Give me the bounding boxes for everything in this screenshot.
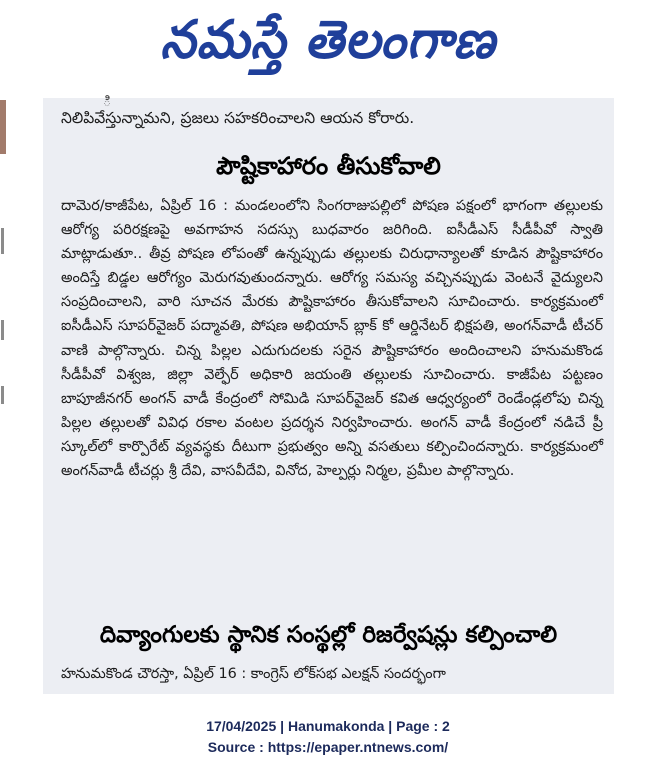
article-body: దామెర/కాజీపేట, ఏప్రిల్ 16 : మండలంలోని సింగరాజుపల్లిలో పోషణ పక్షంలో భాగంగా తల్లులకు ఆరోగ్య పరిరక్షణపై అవగాహన సదస్సు బుధవారం జరిగింది. ఐసీడీఎస్ సీడీపీవో స్వాతి మాట్లాడుతూ.. తీవ్ర పోషణ లోపంతో ఉన్నప్పుడు తల్లులకు చిరుధాన్యాలతో కూడిన పౌష్టికాహారం అందిస్తే బిడ్డల ఆరోగ్యం మెరుగవుతుందన్నారు. ఆరోగ్య సమస్య వచ్చినప్పుడు వెంటనే వైద్యులని సంప్రదించాలని, వారి సూచన మేరకు పౌష్టికాహారం తీసుకోవాలని సూచించారు. కార్యక్రమంలో ఐసీడీఎస్ సూపర్‌వైజర్ పద్మావతి, పోషణ అభియాన్ బ్లాక్ కో ఆర్డినేటర్ భిక్షపతి, అంగన్‌వాడీ టీచర్ వాణి పాల్గొన్నారు. చిన్న పిల్లల ఎదుగుదలకు సరైన పౌష్టికాహారం అందించాలని హనుమకొండ సీడీపీవో విశ్వజ, జిల్లా వెల్ఫేర్ అధికారి జయంతి తల్లులకు సూచించారు. కాజీపేట పట్టణం బాపూజీనగర్ అంగన్ వాడీ కేంద్రంలో సోమిడి సూపర్‌వైజర్ కవిత ఆధ్వర్యంలో రెండేండ్లలోపు చిన్న పిల్లల తల్లులతో వివిధ రకాల వంటల ప్రదర్శన నిర్వహించారు. అంగన్ వాడీ కేంద్రంలో నడిచే ప్రీ స్కూల్‌లో కార్పొరేట్ వ్యవస్థకు దీటుగా ప్రభుత్వం అన్ని వసతులు కల్పించిందన్నారు. కార్యక్రమంలో అంగన్‌వాడీ టీచర్లు శ్రీ దేవి, వాసవీదేవి, వినోద, హెల్పర్లు నిర్మల, ప్రమీల పాల్గొన్నారు. [61, 198, 603, 480]
previous-article-last-line: నిలిపివేస్తున్నామని, ప్రజలు సహకరించాలని ఆయన కోరారు. [61, 109, 415, 127]
adjacent-clip-mark [1, 320, 4, 340]
article-headline: పౌష్టికాహారం తీసుకోవాలి [216, 152, 441, 180]
adjacent-clip-edge [0, 100, 6, 154]
adjacent-clip-mark [1, 228, 4, 254]
newspaper-masthead [0, 0, 656, 92]
previous-article-cut-text: ి [103, 94, 112, 110]
edition-info: 17/04/2025 | Hanumakonda | Page : 2 [206, 718, 450, 734]
adjacent-clip-mark [1, 386, 4, 404]
news-clipping [43, 94, 614, 694]
second-article-headline: దివ్యాంగులకు స్థానిక సంస్థల్లో రిజర్వేషన్లు కల్పించాలి [99, 622, 558, 648]
second-article-first-line: హనుమకొండ చౌరస్తా, ఏప్రిల్ 16 : కాంగ్రెస్ లోక్‌సభ ఎలక్షన్ సందర్భంగా [61, 666, 446, 682]
source-link[interactable]: Source : https://epaper.ntnews.com/ [207, 739, 449, 755]
masthead-logo-text: నమస్తే తెలంగాణ [160, 8, 496, 70]
